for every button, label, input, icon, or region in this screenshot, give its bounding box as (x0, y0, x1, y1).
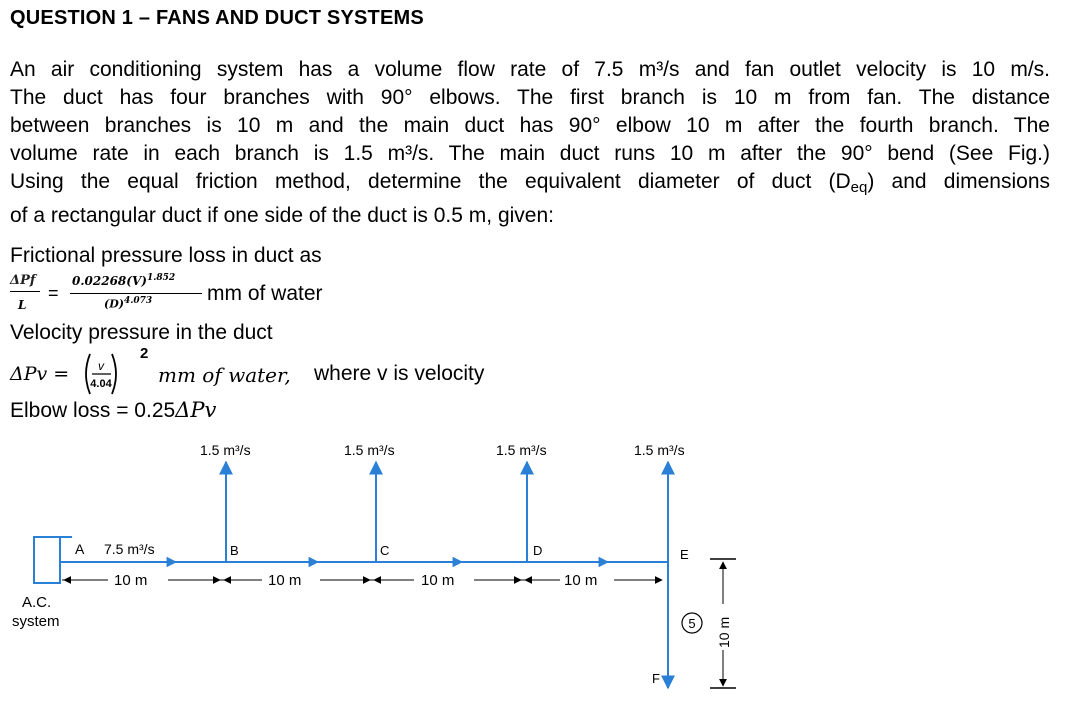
fraction-top: v (98, 359, 104, 373)
friction-num: 0.02268(V) (72, 274, 147, 288)
branch-flow-label-b: 1.5 m³/s (200, 442, 251, 458)
velocity-heading: Velocity pressure in the duct (10, 321, 273, 344)
paragraph-line: of a rectangular duct if one side of the duct is 0.5 m, given: (10, 204, 554, 227)
elbow-symbol: ΔPv (175, 398, 217, 422)
paragraph-line: The duct has four branches with 90° elbows. The first branch is 10 m from fan. The distance (10, 86, 1050, 109)
dimension-label-ab: 10 m (114, 572, 148, 589)
friction-lhs-top: ΔPf (10, 273, 36, 288)
ac-label: A.C. (22, 594, 52, 611)
paragraph-line: volume rate in each branch is 1.5 m³/s. The main duct runs 10 m after the 90° bend (See Fig.) (10, 142, 1050, 165)
friction-lhs-bottom: L (18, 298, 27, 312)
friction-heading: Frictional pressure loss in duct as (10, 244, 322, 267)
node-label-a: A (75, 541, 85, 557)
friction-equals: = (48, 283, 59, 303)
velocity-tail: where v is velocity (314, 362, 485, 385)
dimension-label-de: 10 m (564, 572, 598, 589)
elbow-label: Elbow loss = 0.25 (10, 399, 176, 422)
branch-flow-label-c: 1.5 m³/s (344, 442, 395, 458)
paragraph-line: between branches is 10 m and the main duct has 90° elbow 10 m after the fourth branch. The (10, 114, 1050, 137)
velocity-unit: mm of water, (158, 363, 291, 387)
friction-den: (D) (104, 297, 124, 311)
node-label-e: E (680, 547, 689, 562)
paragraph-text: ) and dimensions (867, 170, 1051, 193)
question-title: QUESTION 1 – FANS AND DUCT SYSTEMS (10, 7, 424, 29)
paragraph-text: Using the equal friction method, determine the equivalent diameter of duct (D (10, 170, 851, 193)
friction-num-exp: 1.852 (146, 273, 176, 283)
velocity-lhs: ΔPv = (10, 363, 70, 385)
deq-subscript: eq (850, 179, 868, 196)
node-label-c: C (380, 543, 390, 558)
branch-flow-label-e: 1.5 m³/s (634, 442, 685, 458)
exponent: 2 (140, 345, 149, 362)
ac-label-system: system (12, 613, 60, 630)
paragraph-line: An air conditioning system has a volume flow rate of 7.5 m³/s and fan outlet velocity is 10 m/s. (10, 58, 1050, 81)
main-flow-label: 7.5 m³/s (104, 541, 155, 557)
branch-flow-label-d: 1.5 m³/s (496, 442, 547, 458)
friction-den-exp: 4.073 (123, 296, 153, 306)
node-label-d: D (533, 543, 543, 558)
node-label-f: F (652, 671, 660, 686)
fraction-bottom: 4.04 (90, 378, 112, 390)
node-label-b: B (230, 543, 239, 558)
dimension-label-bc: 10 m (268, 572, 302, 589)
dimension-label-cd: 10 m (421, 572, 455, 589)
ac-system-box (34, 537, 60, 583)
friction-unit: mm of water (207, 282, 323, 305)
vertical-dim-label: 10 m (716, 616, 732, 648)
circle-number: 5 (688, 616, 696, 631)
